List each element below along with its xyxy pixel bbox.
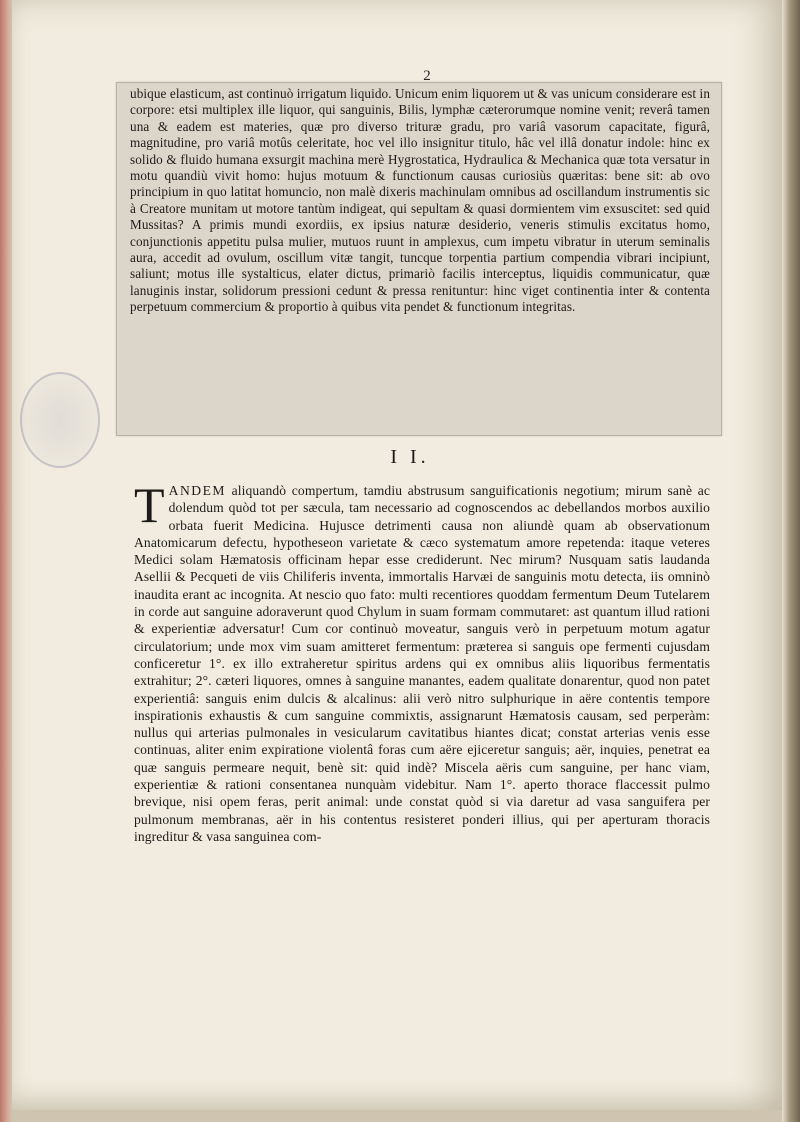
page-number: 2 [423, 68, 431, 84]
first-word: ANDEM [168, 483, 226, 498]
intro-paragraph: ubique elasticum, ast continuò irrigatum liquido. Unicum enim liquorem ut & vas unicum considerare est in corpore: etsi multiplex ille liquor, qui sanguinis, Bilis, lymphæ cæterorumque nomine venit; reverâ tamen una & eadem est materies, quæ pro diverso trituræ gradu, pro variâ vasorum capacitate, figurâ, magnitudine, pro variâ motûs celeritate, hoc vel illo insignitur titulo, hâc vel illâ donatur indole: hinc ex solido & fluido humana exsurgit machina merè Hygrostatica, Hydraulica & Mechanica quæ tota versatur in motu quandiù vivit homo: hujus motuum & functionum causas curiosiùs quæritas: bene sit: ab ovo principium in quo latitat homuncio, non malè dixeris machinulam omnibus ad oscillandum instrumentis sic à Creatore munitam ut motore tantùm indigeat, qui sepultam & quasi dormientem vim exsuscitet: sed quid Mussitas? A primis mundi exordiis, ex ipsius naturæ desiderio, veneris stimulis excitatus homo, conjunctionis appetitu pulsa mulier, mutuos ruunt in amplexus, cum impetu vibratur in uterum seminalis aura, accedit ad ovulum, oscillum vitæ tangit, tuncque torpentia partium compendia vibrari incipiunt, saliunt; motus ille systalticus, elater dictus, primariò facilis interceptus, liquidis communicatur, quæ lanuginis instar, solidorum pressioni cedunt & pressa renituntur: hinc viget continentia inter & contenta perpetuum commercium & proportio à quibus vita pendet & functionum integritas. [130, 86, 711, 315]
page-edge-left [0, 0, 12, 1122]
main-paragraph [134, 477, 710, 845]
book-spine-edge [782, 0, 800, 1122]
main-paragraph-text: aliquandò compertum, tamdiu abstrusum sanguificationis negotium; mirum sanè ac dolendum quòd tot per sæcula, tam necessario ad cognoscendos ac debellandos morbos auxilio orbata fuerit Medicina. Hujusce detrimenti causa non aliundè quam ab observationum Anatomicarum defectu, hypotheseon varietate & cæco systematum amore repetenda: itaque veteres Medici solam Hæmatosis officinam hepar esse crediderunt. Nec mirum? Nusquam satis laudanda Asellii & Pecqueti de viis Chiliferis inventa, immortalis Harvæi de sanguinis motu detecta, iis omninò inaudita erant ac incognita. At nescio quo fato: multi recentiores quoddam fermentum Deum Tutelarem in corde aut sanguine adoraverunt quod Chylum in suam formam commutaret: ast quantum illud rationi & experientiæ adversatur! Cum cor continuò moveatur, sanguis verò in perpetuum motum agatur circulatorium; unde mox vim suam amitteret fermentum: præterea si sanguis ope fermenti cujusdam conficeretur 1°. ex illo extraheretur spiritus ardens qui ex omnibus aliis liquoribus fermentatis extrahitur; 2°. cæteri liquores, omnes à sanguine manantes, eadem qualitate donarentur, quod non patet experientiâ: sanguis enim dulcis & alcalinus: alii verò nitro sulphurique in aëre contentis tempore inspirationis exhaustis & cum sanguine commixtis, assignarunt Hæmatosis causam, sed perperàm: nullus qui arterias pulmonales in vesicularum cavitatibus hiantes dicat; constat arterias venis esse continuas, aliter enim expiratione violentâ foras cum aëre ejiceretur sanguis; aër, inquies, penetrat ea quæ sanguis permeare nequit, benè sit: quid indè? Miscela aëris cum sanguine, per hanc viam, experientiæ & rationi consentanea nunquàm videbitur. Nam 1°. aperto thorace flaccessit pulmo brevique, nisi opem feras, perit animal: unde constat quòd si via daretur ad vasa sanguifera per pulmonum membranas, aër in his contentus resisteret ponderi illius, qui per aperturam thoracis ingreditur & vasa sanguinea com- [134, 483, 710, 844]
library-stamp [20, 372, 100, 468]
drop-cap: T [134, 477, 165, 533]
section-heading: I I. [390, 446, 430, 468]
